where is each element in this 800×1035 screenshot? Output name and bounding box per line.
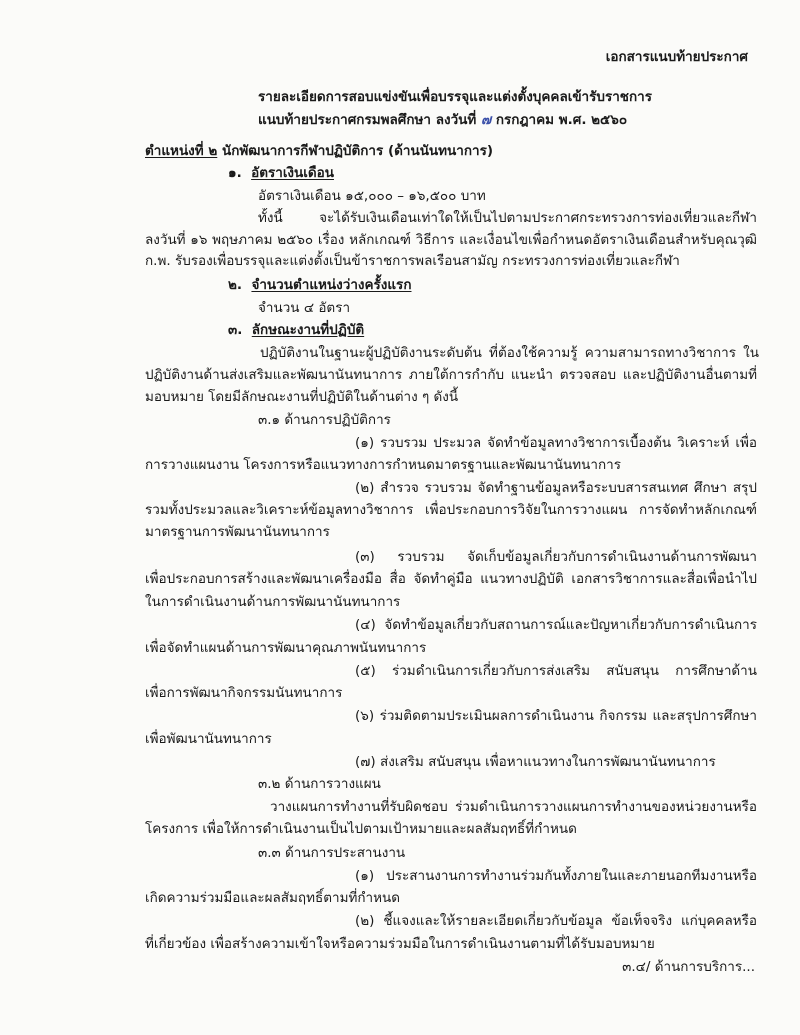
list-item: (๔) จัดทำข้อมูลเกี่ยวกับสถานการณ์และปัญหาเกี่ยวกับการดำเนินการ bbox=[355, 617, 757, 633]
section-number: ๒. bbox=[228, 277, 243, 293]
para-line: โครงการ เพื่อให้การดำเนินงานเป็นไปตามเป้าหมายและผลสัมฤทธิ์ที่กำหนด bbox=[145, 821, 577, 837]
list-item: (๑) ประสานงานการทำงานร่วมกันทั้งภายในและภายนอกทีมงานหรือ bbox=[355, 868, 757, 884]
continuation-note: ๓.๔/ ด้านการบริการ... bbox=[622, 959, 755, 975]
list-item-cont: เกิดความร่วมมือและผลสัมฤทธิ์ตามที่กำหนด bbox=[145, 890, 401, 906]
section-title: จำนวนตำแหน่งว่างครั้งแรก bbox=[251, 277, 412, 293]
list-item: (๑) รวบรวม ประมวล จัดทำข้อมูลทางวิชาการเบื้องต้น วิเคราะห์ เพื่อ bbox=[355, 435, 757, 451]
list-item-cont: เพื่อประกอบการสร้างและพัฒนาเครื่องมือ สื่อ จัดทำคู่มือ แนวทางปฏิบัติ เอกสารวิชาการและสื่อเพื่อนำไป bbox=[145, 571, 757, 587]
para-line: ทั้งนี้ จะได้รับเงินเดือนเท่าใดให้เป็นไปตามประกาศกระทรวงการท่องเที่ยวและกีฬา bbox=[258, 210, 757, 226]
section-number: ๑. bbox=[228, 165, 242, 181]
list-item-cont: ที่เกี่ยวข้อง เพื่อสร้างความเข้าใจหรือความร่วมมือในการดำเนินงานตามที่ได้รับมอบหมาย bbox=[145, 936, 655, 952]
list-item-cont: เพื่อจัดทำแผนด้านการพัฒนาคุณภาพนันทนาการ bbox=[145, 640, 427, 656]
list-item-cont: รวมทั้งประมวลและวิเคราะห์ข้อมูลทางวิชาการ เพื่อประกอบการวิจัยในการวางแผน การจัดทำหลักเกณฑ์ bbox=[145, 502, 757, 518]
para-line: ปฏิบัติงานในฐานะผู้ปฏิบัติงานระดับต้น ที่ต้องใช้ความรู้ ความสามารถทางวิชาการ ใน bbox=[260, 345, 759, 361]
list-item-cont: มาตรฐานการพัฒนานันทนาการ bbox=[145, 524, 330, 540]
list-item: (๒) ชี้แจงและให้รายละเอียดเกี่ยวกับข้อมูล ข้อเท็จจริง แก่บุคคลหรือ bbox=[355, 913, 757, 929]
list-item: (๓) รวบรวม จัดเก็บข้อมูลเกี่ยวกับการดำเนินงานด้านการพัฒนา bbox=[355, 549, 757, 565]
title-prefix: แนบท้ายประกาศกรมพลศึกษา ลงวันที่ bbox=[258, 112, 477, 128]
section-1-heading bbox=[228, 163, 334, 183]
list-item: (๖) ร่วมติดตามประเมินผลการดำเนินงาน กิจกรรม และสรุปการศึกษา bbox=[355, 708, 757, 724]
list-item-cont: เพื่อพัฒนานันทนาการ bbox=[145, 731, 272, 747]
list-item: (๕) ร่วมดำเนินการเกี่ยวกับการส่งเสริม สนับสนุน การศึกษาด้าน bbox=[355, 663, 757, 679]
section-number: ๓. bbox=[228, 322, 243, 338]
title-suffix: กรกฎาคม พ.ศ. ๒๕๖๐ bbox=[495, 112, 628, 128]
list-item-cont: ในการดำเนินงานด้านการพัฒนานันทนาการ bbox=[145, 594, 401, 610]
vacancy-count: จำนวน ๔ อัตรา bbox=[258, 300, 351, 316]
para-line: มอบหมาย โดยมีลักษณะงานที่ปฏิบัติในด้านต่าง ๆ ดังนี้ bbox=[145, 389, 459, 405]
para-line: ลงวันที่ ๑๖ พฤษภาคม ๒๕๖๐ เรื่อง หลักเกณฑ์ วิธีการ และเงื่อนไขเพื่อกำหนดอัตราเงินเดือนสำหรับคุณวุฒิ bbox=[145, 232, 757, 248]
subsection-3-2: ๓.๒ ด้านการวางแผน bbox=[258, 776, 381, 792]
section-2-heading bbox=[228, 275, 412, 295]
para-line: วางแผนการทำงานที่รับผิดชอบ ร่วมดำเนินการวางแผนการทำงานของหน่วยงานหรือ bbox=[270, 799, 757, 815]
document-header-label: เอกสารแนบท้ายประกาศ bbox=[605, 49, 748, 65]
handwritten-day: ๗ bbox=[480, 112, 492, 128]
salary-line: อัตราเงินเดือน ๑๕,๐๐๐ – ๑๖,๕๐๐ บาท bbox=[258, 188, 486, 204]
position-name: นักพัฒนาการกีฬาปฏิบัติการ (ด้านนันทนาการ) bbox=[221, 143, 494, 159]
title-line-1: รายละเอียดการสอบแข่งขันเพื่อบรรจุและแต่งตั้งบุคคลเข้ารับราชการ bbox=[258, 89, 652, 105]
para-line: ปฏิบัติงานด้านส่งเสริมและพัฒนานันทนาการ ภายใต้การกำกับ แนะนำ ตรวจสอบ และปฏิบัติงานอื่นตามที่ bbox=[145, 367, 757, 383]
subsection-3-3: ๓.๓ ด้านการประสานงาน bbox=[258, 845, 406, 861]
list-item: (๒) สำรวจ รวบรวม จัดทำฐานข้อมูลหรือระบบสารสนเทศ ศึกษา สรุป bbox=[355, 480, 757, 496]
position-heading bbox=[145, 141, 493, 161]
title-line-2 bbox=[258, 110, 627, 130]
para-line: ก.พ. รับรองเพื่อบรรจุและแต่งตั้งเป็นข้าราชการพลเรือนสามัญ กระทรวงการท่องเที่ยวและกีฬา bbox=[145, 253, 680, 269]
list-item-cont: การวางแผนงาน โครงการหรือแนวทางการกำหนดมาตรฐานและพัฒนานันทนาการ bbox=[145, 457, 621, 473]
section-title: อัตราเงินเดือน bbox=[251, 165, 334, 181]
list-item: (๗) ส่งเสริม สนับสนุน เพื่อหาแนวทางในการพัฒนานันทนาการ bbox=[355, 754, 716, 770]
position-label: ตำแหน่งที่ ๒ bbox=[145, 143, 218, 159]
section-3-heading bbox=[228, 320, 364, 340]
subsection-3-1: ๓.๑ ด้านการปฏิบัติการ bbox=[258, 412, 391, 428]
section-title: ลักษณะงานที่ปฏิบัติ bbox=[251, 322, 365, 338]
list-item-cont: เพื่อการพัฒนากิจกรรมนันทนาการ bbox=[145, 685, 343, 701]
